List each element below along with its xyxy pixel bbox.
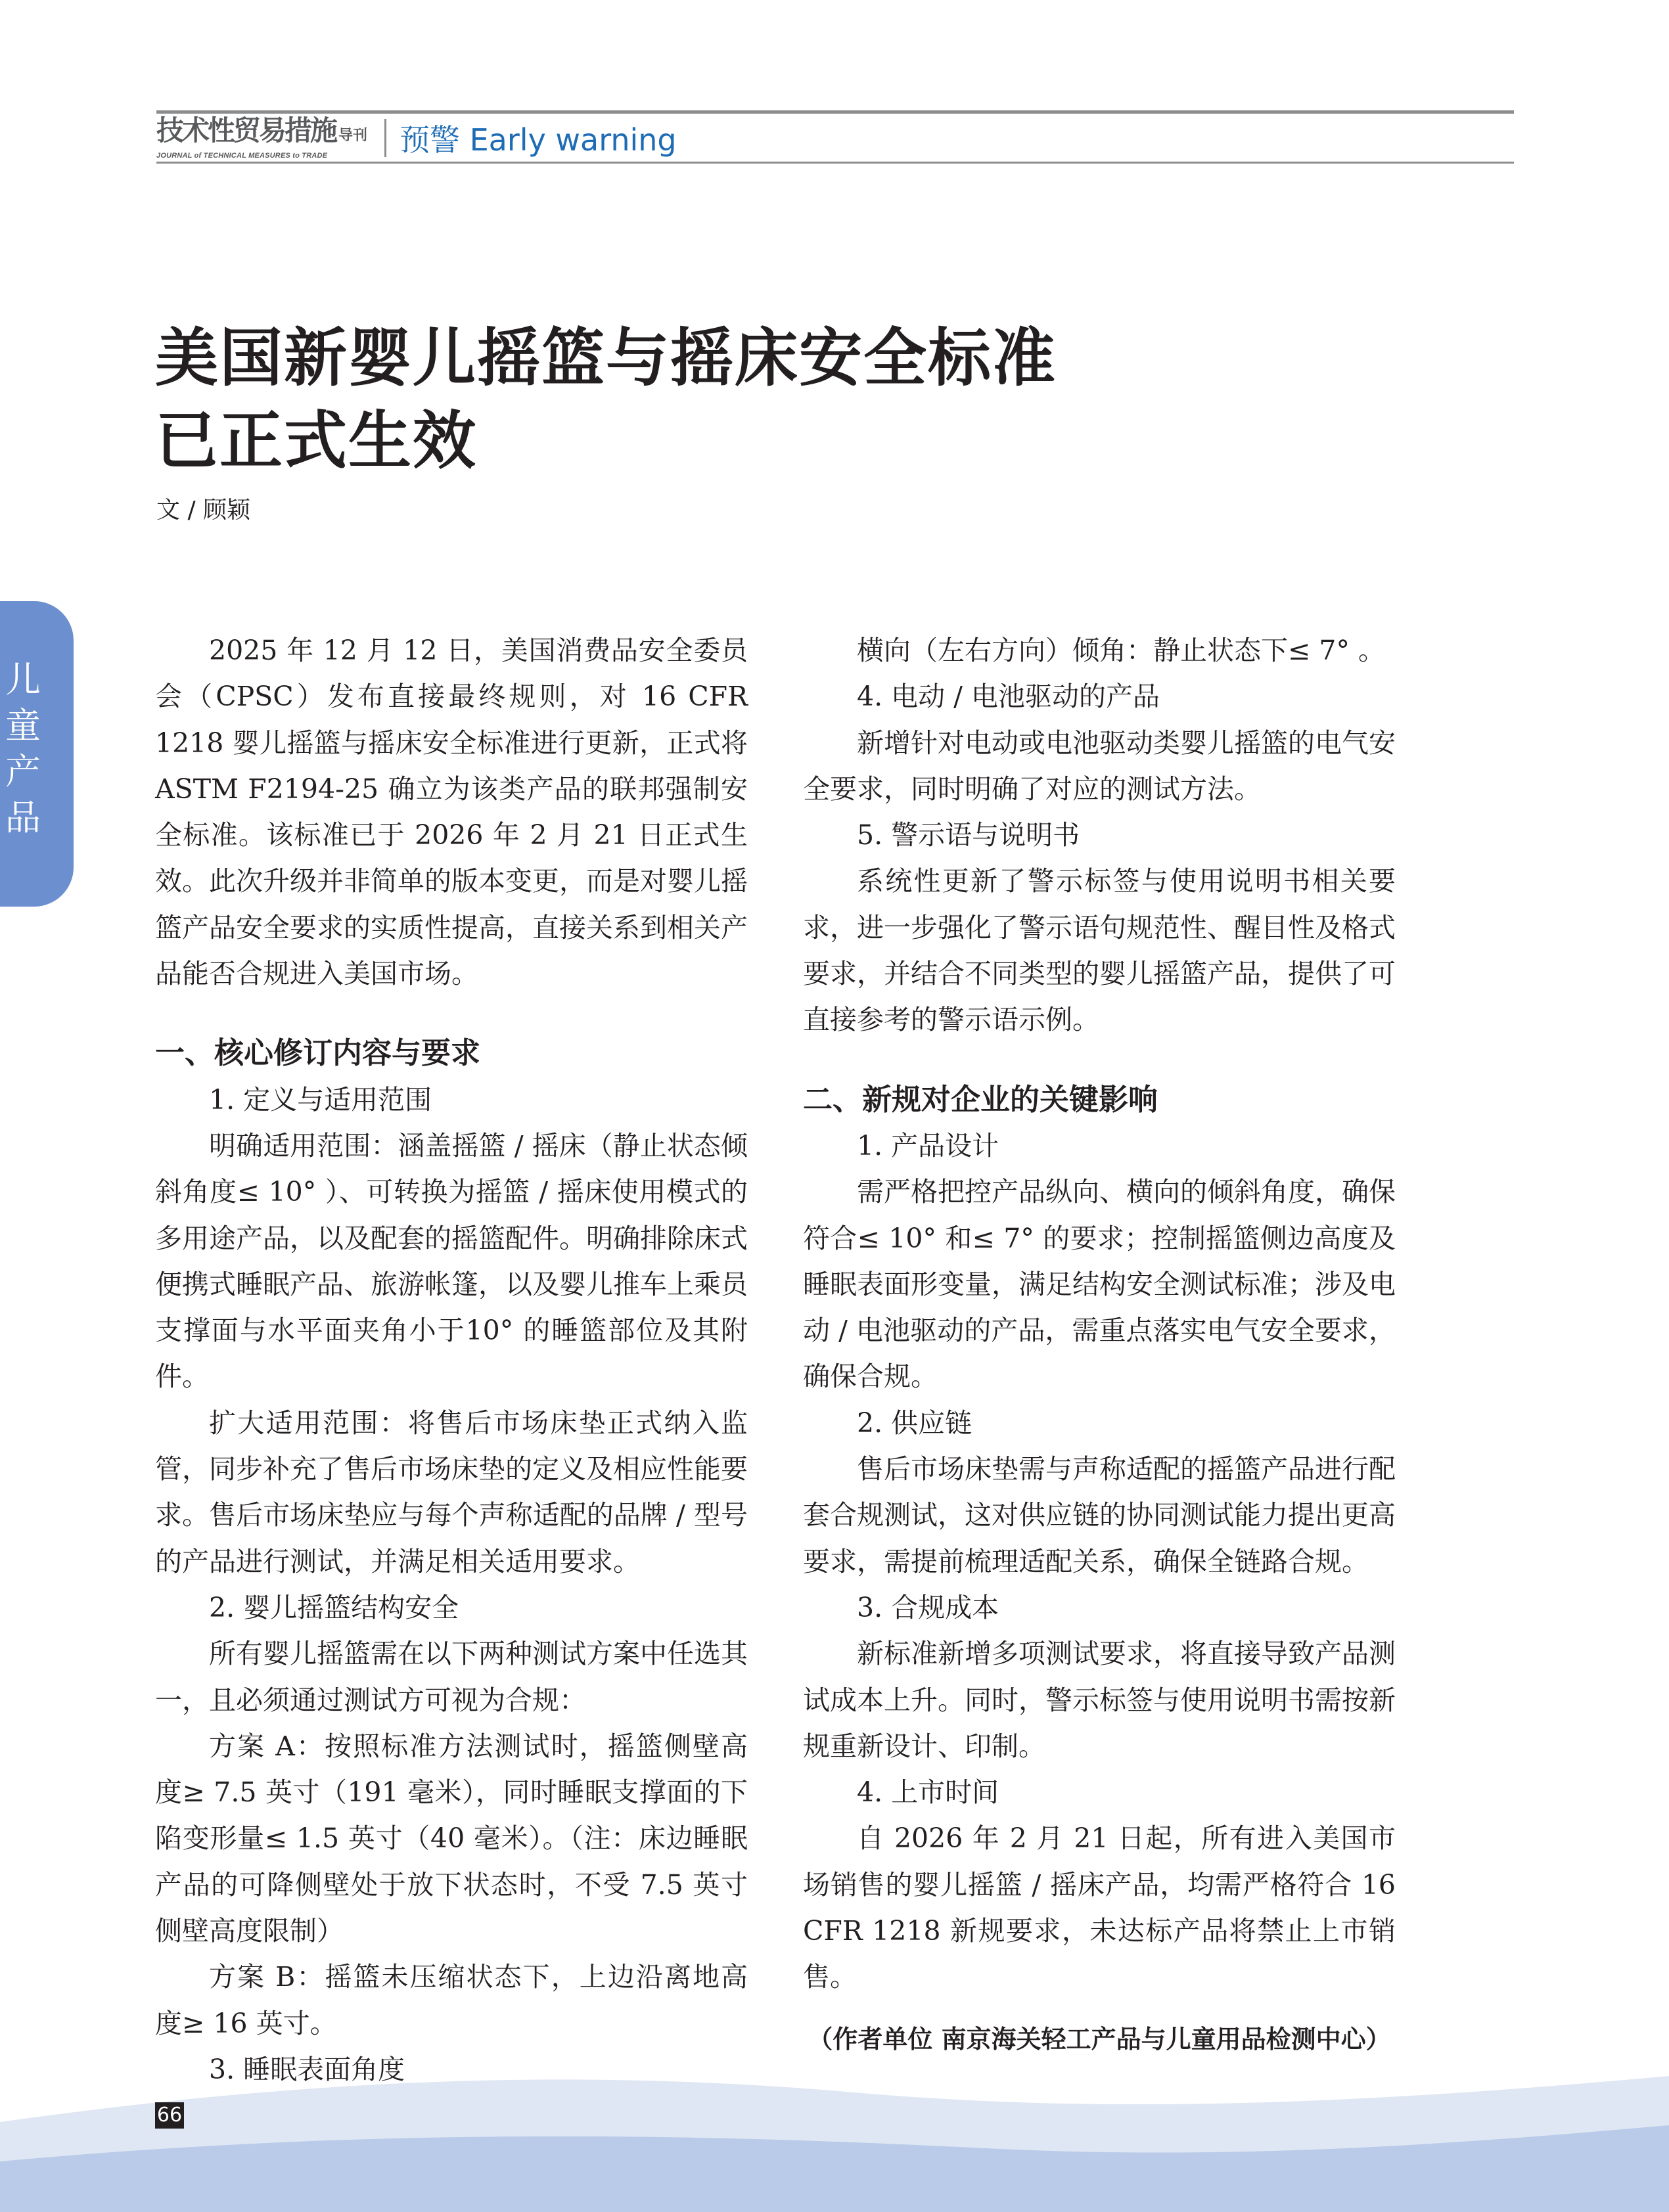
section-2-heading: 二、新规对企业的关键影响	[803, 1081, 1158, 1117]
article-title-line-1: 美国新婴儿摇篮与摇床安全标准	[155, 321, 1057, 395]
section-1-heading: 一、核心修订内容与要求	[155, 1035, 481, 1071]
intro-paragraph: 2025 年 12 月 12 日，美国消费品安全委员会（CPSC）发布直接最终规则，对 16 CFR 1218 婴儿摇篮与摇床安全标准进行更新，正式将 ASTM F2194-25 确立为该类产品的联邦强制安全标准。该标准已于 2026 年 2 月 21 日正式生效。此次升级并非简单的版本变更，而是对婴儿摇篮产品安全要求的实质性提高，直接关系到相关产品能否合规进入美国市场。	[155, 635, 748, 990]
header-separator	[384, 119, 386, 157]
paragraph: 自 2026 年 2 月 21 日起，所有进入美国市场销售的婴儿摇篮 / 摇床产品，均需严格符合 16 CFR 1218 新规要求，未达标产品将禁止上市销售。	[803, 1822, 1396, 1993]
paragraph: 方案 A：按照标准方法测试时，摇篮侧壁高度≥ 7.5 英寸（191 毫米），同时睡眠支撑面的下陷变形量≤ 1.5 英寸（40 毫米）。（注：床边睡眠产品的可降侧壁处于放下状态时，不受 7.5 英寸侧壁高度限制）	[155, 1730, 748, 1947]
right-column	[803, 627, 1396, 2000]
subsection-2-3-title: 3. 合规成本	[857, 1591, 999, 1623]
subsection-2-4-title: 4. 上市时间	[857, 1776, 999, 1809]
journal-name	[156, 116, 377, 151]
paragraph: 需严格把控产品纵向、横向的倾斜角度，确保符合≤ 10° 和≤ 7° 的要求；控制摇篮侧边高度及睡眠表面形变量，满足结构安全测试标准；涉及电动 / 电池驱动的产品，需重点落实电气安全要求，确保合规。	[803, 1176, 1396, 1393]
paragraph: 新标准新增多项测试要求，将直接导致产品测试成本上升。同时，警示标签与使用说明书需按新规重新设计、印制。	[803, 1638, 1396, 1762]
subsection-1-3-title: 3. 睡眠表面角度	[209, 2053, 405, 2085]
journal-english-name: JOURNAL of TECHNICAL MEASURES to TRADE	[156, 152, 328, 160]
paragraph: 扩大适用范围：将售后市场床垫正式纳入监管，同步补充了售后市场床垫的定义及相应性能要求。售后市场床垫应与每个声称适配的品牌 / 型号的产品进行测试，并满足相关适用要求。	[155, 1407, 748, 1577]
journal-name-text: 技术性贸易措施	[156, 114, 336, 147]
journal-suffix: 导刊	[338, 127, 368, 144]
paragraph: 明确适用范围：涵盖摇篮 / 摇床（静止状态倾斜角度≤ 10° ）、可转换为摇篮 / 摇床使用模式的多用途产品，以及配套的摇篮配件。明确排除床式便携式睡眠产品、旅游帐篷，以及婴儿推车上乘员支撑面与水平面夹角小于10° 的睡篮部位及其附件。	[155, 1129, 748, 1393]
subsection-1-2-title: 2. 婴儿摇篮结构安全	[209, 1591, 459, 1623]
journal-logo	[156, 116, 377, 160]
page-number: 66	[155, 2102, 184, 2129]
subsection-2-2-title: 2. 供应链	[857, 1407, 972, 1439]
author-affiliation: （作者单位 南京海关轻工产品与儿童用品检测中心）	[808, 2025, 1391, 2054]
paragraph: 售后市场床垫需与声称适配的摇篮产品进行配套合规测试，这对供应链的协同测试能力提出更高要求，需提前梳理适配关系，确保全链路合规。	[803, 1453, 1396, 1577]
paragraph: 横向（左右方向）倾角：静止状态下≤ 7° 。	[857, 635, 1386, 666]
paragraph: 方案 B：摇篮未压缩状态下，上边沿离地高度≥ 16 英寸。	[155, 1961, 748, 2039]
paragraph: 新增针对电动或电池驱动类婴儿摇篮的电气安全要求，同时明确了对应的测试方法。	[803, 727, 1396, 805]
section-tag: 预警 Early warning	[400, 122, 677, 158]
header-rule-top	[156, 110, 1514, 114]
article-byline: 文 / 顾颖	[156, 497, 251, 524]
subsection-1-4-title: 4. 电动 / 电池驱动的产品	[857, 681, 1160, 713]
subsection-1-5-title: 5. 警示语与说明书	[857, 819, 1080, 851]
page-header	[156, 116, 677, 160]
article-title	[155, 317, 1057, 482]
paragraph: 系统性更新了警示标签与使用说明书相关要求，进一步强化了警示语句规范性、醒目性及格式要求，并结合不同类型的婴儿摇篮产品，提供了可直接参考的警示语示例。	[803, 865, 1396, 1036]
side-category-label: 儿童产品	[5, 659, 41, 838]
paragraph: 所有婴儿摇篮需在以下两种测试方案中任选其一，且必须通过测试方可视为合规：	[155, 1638, 748, 1716]
article-title-line-2: 已正式生效	[155, 404, 477, 478]
footer-wave-decoration	[0, 2063, 1669, 2212]
subsection-2-1-title: 1. 产品设计	[857, 1129, 999, 1162]
header-rule-bottom	[156, 162, 1514, 164]
subsection-1-1-title: 1. 定义与适用范围	[209, 1083, 432, 1116]
left-column	[155, 627, 748, 2185]
